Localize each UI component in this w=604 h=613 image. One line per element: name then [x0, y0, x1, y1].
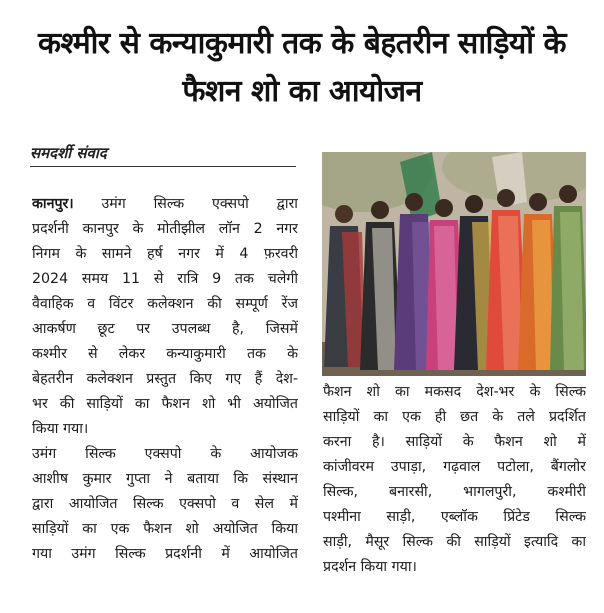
- left-line-7: कश्मीर से लेकर कन्याकुमारी तक के: [32, 346, 298, 362]
- headline: [10, 20, 594, 116]
- left-column: [32, 192, 298, 567]
- headline-line-2: फैशन शो का आयोजन: [182, 74, 422, 109]
- left-line-14: साड़ियों का एक फैशन शो अयोजित किया: [32, 521, 298, 537]
- right-line-7: साड़ी, मैसूर सिल्क की साड़ियों इत्यादि का: [323, 534, 586, 550]
- left-line-11: उमंग सिल्क एक्सपो के आयोजक: [32, 446, 298, 462]
- dateline: कानपुर।: [32, 196, 74, 212]
- byline: समदर्शी संवाद: [30, 144, 107, 162]
- right-line-3: करना है। साड़ियों के फैशन शो में: [323, 434, 586, 450]
- headline-line-1: कश्मीर से कन्याकुमारी तक के बेहतरीन साड़ियों के: [37, 26, 567, 61]
- left-line-6: आकर्षण छूट पर उपलब्ध है, जिसमें: [32, 321, 298, 337]
- byline-divider: [30, 166, 296, 167]
- left-line-13: द्वारा आयोजित सिल्क एक्सपो व सेल में: [32, 496, 298, 512]
- right-line-6: पश्मीना साड़ी, एब्लॉक प्रिंटेड सिल्क: [323, 509, 586, 525]
- right-line-5: सिल्क, बनारसी, भागलपुरी, कश्मीरी: [323, 484, 586, 500]
- left-line-1: कानपुर। उमंग सिल्क एक्सपो द्वारा: [32, 196, 298, 212]
- left-line-5: वैवाहिक व विंटर कलेक्शन की सम्पूर्ण रेंज: [32, 296, 298, 312]
- right-line-8: प्रदर्शन किया गया।: [323, 559, 417, 575]
- right-line-4: कांजीवरम उपाड़ा, गढ़वाल पटोला, बैंगलोर: [323, 459, 586, 475]
- right-column: [323, 380, 586, 580]
- left-line-9: भर की साड़ियों का फैशन शो भी अयोजित: [32, 396, 298, 412]
- left-line-15: गया उमंग सिल्क प्रदर्शनी में आयोजित: [32, 546, 298, 562]
- left-line-3: निगम के सामने हर्ष नगर में 4 फ़रवरी: [32, 246, 298, 262]
- left-line-4: 2024 समय 11 से रात्रि 9 तक चलेगी: [32, 271, 298, 287]
- left-line-8: बेहतरीन कलेक्शन प्रस्तुत किए गए हैं देश-: [32, 371, 298, 387]
- fashion-show-photo-illustration: [322, 152, 586, 376]
- right-line-1: फैशन शो का मकसद देश-भर के सिल्क: [323, 384, 586, 400]
- left-line-12: आशीष कुमार गुप्ता ने बताया कि संस्थान: [32, 471, 298, 487]
- left-line-2: प्रदर्शनी कानपुर के मोतीझील लॉन 2 नगर: [32, 221, 298, 237]
- right-line-2: साड़ियों का एक ही छत के तले प्रदर्शित: [323, 409, 586, 425]
- news-photo: [322, 152, 586, 376]
- left-line-10: किया गया।: [32, 421, 89, 437]
